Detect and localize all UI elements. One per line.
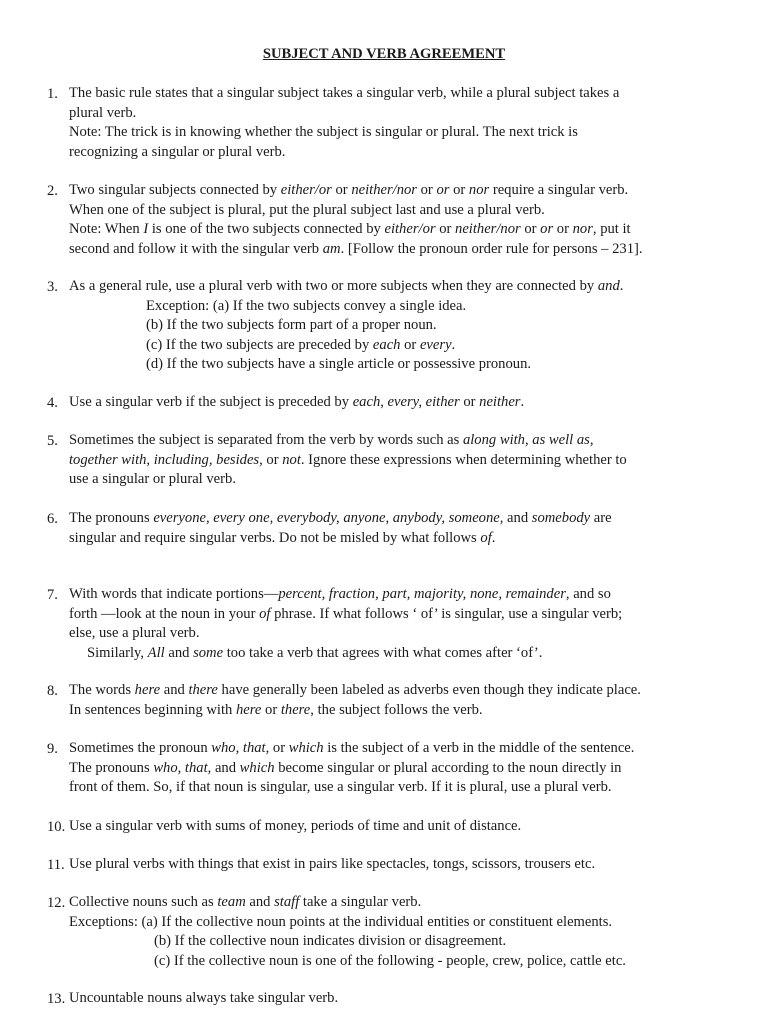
rule-line: The words here and there have generally been labeled as adverbs even though they indicate place. xyxy=(69,682,641,698)
rule-line: together with, including, besides, or not. Ignore these expressions when determining whether to xyxy=(69,451,627,468)
rule-line: front of them. So, if that noun is singular, use a singular verb. If it is plural, use a plural verb. xyxy=(69,779,612,795)
rule-line: Use a singular verb with sums of money, periods of time and unit of distance. xyxy=(69,818,522,834)
rule-line: (d) If the two subjects have a single article or possessive pronoun. xyxy=(146,356,532,372)
rule-line: Note: When I is one of the two subjects connected by either/or or neither/nor or or or nor, put it xyxy=(69,221,631,237)
rule-line: When one of the subject is plural, put the plural subject last and use a plural verb. xyxy=(69,201,545,218)
rule-number: 3. xyxy=(47,279,58,295)
rule-number: 6. xyxy=(47,511,58,527)
rule-line: With words that indicate portions—percent, fraction, part, majority, none, remainder, and so xyxy=(69,586,611,602)
rule-line: Sometimes the pronoun who, that, or which is the subject of a verb in the middle of the sentence. xyxy=(69,740,635,756)
rule-line: Uncountable nouns always take singular verb. xyxy=(69,990,339,1006)
rule-line: Similarly, All and some too take a verb that agrees with what comes after ‘of’. xyxy=(87,644,543,661)
document-title: SUBJECT AND VERB AGREEMENT xyxy=(262,46,506,62)
rule-line: (c) If the collective noun is one of the following - people, crew, police, cattle etc. xyxy=(154,952,626,969)
rule-line: recognizing a singular or plural verb. xyxy=(69,143,286,160)
rule-line: (c) If the two subjects are preceded by each or every. xyxy=(146,336,456,353)
rule-line: As a general rule, use a plural verb with two or more subjects when they are connected by and. xyxy=(69,278,624,294)
rule-line: In sentences beginning with here or there, the subject follows the verb. xyxy=(69,701,483,718)
rule-number: 1. xyxy=(47,86,58,102)
rule-number: 10. xyxy=(47,819,66,835)
rule-line: Collective nouns such as team and staff take a singular verb. xyxy=(69,894,422,910)
rule-line: Exception: (a) If the two subjects convey a single idea. xyxy=(146,297,467,314)
rule-line: Exceptions: (a) If the collective noun points at the individual entities or constituent elements. xyxy=(69,913,613,930)
rule-line: Sometimes the subject is separated from the verb by words such as along with, as well as, xyxy=(69,432,594,448)
rule-line: second and follow it with the singular verb am. [Follow the pronoun order rule for persons – 231]. xyxy=(69,240,643,257)
rule-line: Note: The trick is in knowing whether the subject is singular or plural. The next trick is xyxy=(69,124,578,140)
rule-line: The pronouns who, that, and which become singular or plural according to the noun directly in xyxy=(69,759,622,776)
rule-line: Use a singular verb if the subject is preceded by each, every, either or neither. xyxy=(69,394,525,410)
rule-number: 11. xyxy=(47,857,65,873)
rule-number: 2. xyxy=(47,183,58,199)
rule-line: The basic rule states that a singular subject takes a singular verb, while a plural subject takes a xyxy=(69,85,620,101)
rule-line: use a singular or plural verb. xyxy=(69,471,236,487)
rule-number: 5. xyxy=(47,433,58,449)
rule-number: 8. xyxy=(47,683,58,699)
rule-line: (b) If the two subjects form part of a proper noun. xyxy=(146,317,437,333)
rule-number: 13. xyxy=(47,991,66,1007)
rule-line: Two singular subjects connected by either/or or neither/nor or or or nor require a singular verb. xyxy=(69,182,629,198)
rule-line: The pronouns everyone, every one, everybody, anyone, anybody, someone, and somebody are xyxy=(69,510,612,526)
rule-number: 7. xyxy=(47,587,58,603)
rule-line: (b) If the collective noun indicates division or disagreement. xyxy=(154,933,507,949)
rule-line: plural verb. xyxy=(69,104,137,121)
rule-line: Use plural verbs with things that exist in pairs like spectacles, tongs, scissors, trousers etc. xyxy=(69,856,596,872)
rule-number: 4. xyxy=(47,395,58,411)
rule-line: forth —look at the noun in your of phrase. If what follows ‘ of’ is singular, use a singular verb; xyxy=(69,605,623,622)
rule-number: 12. xyxy=(47,895,66,911)
rule-line: singular and require singular verbs. Do not be misled by what follows of. xyxy=(69,529,496,546)
rule-line: else, use a plural verb. xyxy=(69,625,200,641)
rule-number: 9. xyxy=(47,741,58,757)
